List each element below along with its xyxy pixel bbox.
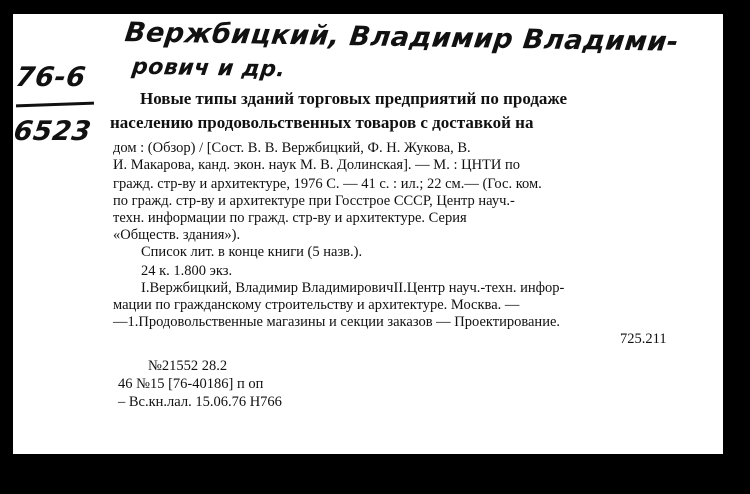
imprint-line-3: – Вс.кн.лал. 15.06.76 Н766 xyxy=(118,394,282,410)
tracing-line-3: —1.Продовольственные магазины и секции заказов — Проектирование. xyxy=(113,314,561,330)
classification-number: 725.211 xyxy=(620,331,667,347)
record-line-7: техн. информации по гражд. стр-ву и архитектуре. Серия xyxy=(113,210,467,226)
record-line-8: «Обществ. здания»). xyxy=(113,227,241,243)
price-note: 24 к. 1.800 экз. xyxy=(141,263,233,279)
tracing-line-2: мации по гражданскому строительству и архитектуре. Москва. — xyxy=(113,297,520,313)
record-line-6: по гражд. стр-ву и архитектуре при Госстрое СССР, Центр науч.- xyxy=(113,193,515,209)
imprint-line-1: №21552 28.2 xyxy=(148,358,228,374)
handwritten-author-line-2: рович и др. xyxy=(130,54,287,83)
title-line-2: населению продовольственных товаров с доставкой на xyxy=(110,113,534,132)
handwritten-author-line-1: Вержбицкий, Владимир Владими- xyxy=(123,17,681,58)
record-line-5: гражд. стр-ву и архитектуре, 1976 С. — 41 с. : ил.; 22 см.— (Гос. ком. xyxy=(113,176,542,192)
imprint-line-2: 46 №15 [76-40186] п оп xyxy=(118,376,264,392)
call-number-bottom: 6523 xyxy=(11,116,94,147)
tracing-line-1: I.Вержбицкий, Владимир ВладимировичII.Центр науч.-техн. инфор- xyxy=(141,280,565,296)
call-number-top: 76-6 xyxy=(13,62,88,93)
title-line-1: Новые типы зданий торговых предприятий по продаже xyxy=(140,89,568,108)
record-line-3: дом : (Обзор) / [Сост. В. В. Вержбицкий, Ф. Н. Жукова, В. xyxy=(113,140,471,156)
record-line-4: И. Макарова, канд. экон. наук М. В. Долинская]. — М. : ЦНТИ по xyxy=(113,157,521,173)
bibliography-note: Список лит. в конце книги (5 назв.). xyxy=(141,244,363,260)
